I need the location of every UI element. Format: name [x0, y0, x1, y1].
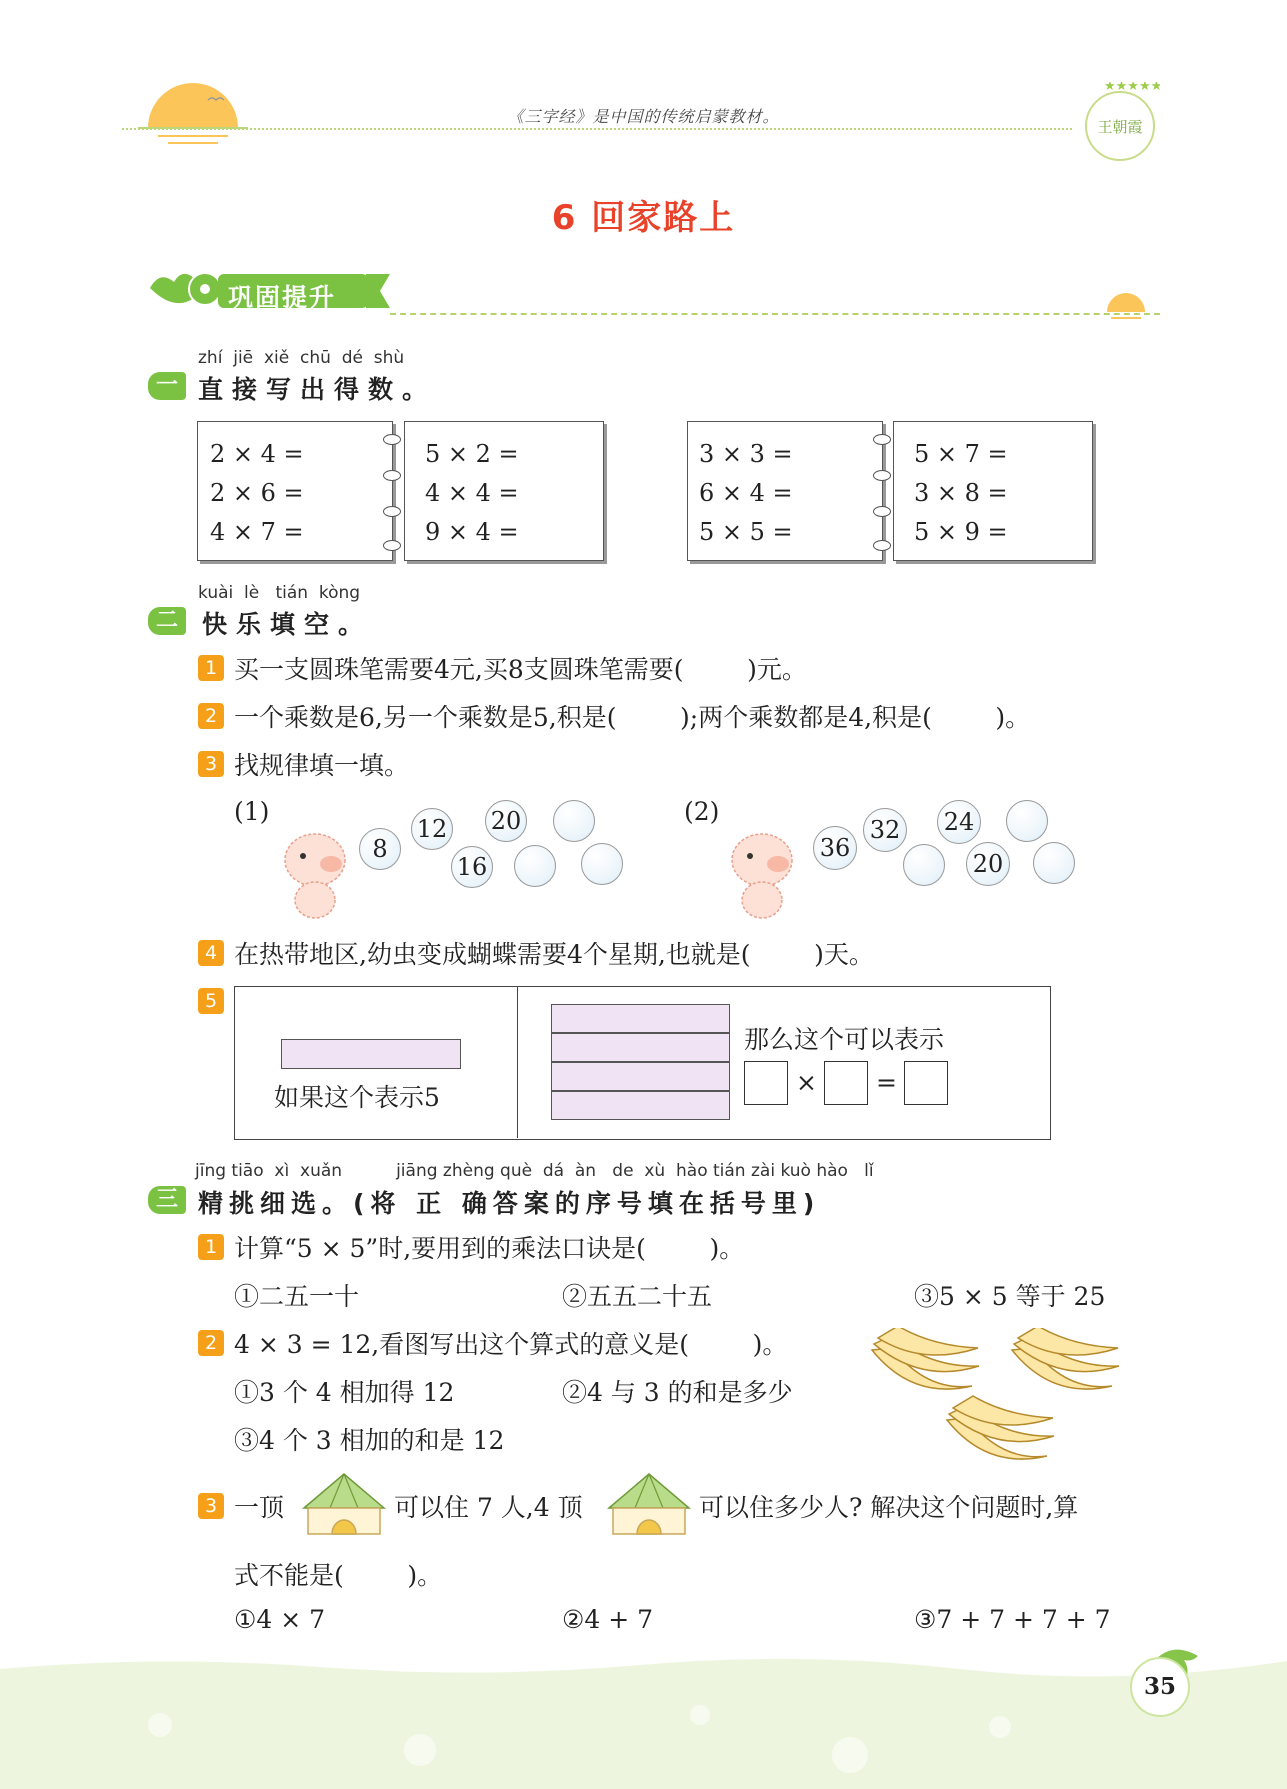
equation: 3 × 8 = — [914, 479, 1008, 507]
equation: 2 × 4 = — [210, 440, 304, 468]
part1-number-badge: 一 — [148, 372, 186, 400]
equation: 9 × 4 = — [425, 518, 519, 546]
spiral-ring — [383, 434, 401, 445]
sequence-bubble: 16 — [451, 846, 493, 888]
bar-model-divider — [517, 986, 518, 1138]
stack-bar — [551, 1004, 730, 1033]
part3-number-badge: 三 — [148, 1186, 186, 1214]
choice-question-3-part3: 可以住多少人? 解决这个问题时,算 — [699, 1493, 1079, 1522]
choice-question-2: 4 × 3 = 12,看图写出这个算式的意义是( )。 — [234, 1330, 788, 1359]
equation: 2 × 6 = — [210, 479, 304, 507]
part2-number-badge: 二 — [148, 607, 186, 635]
times-sign: × — [796, 1068, 817, 1097]
choice-question-1: 计算“5 × 5”时,要用到的乘法口诀是( )。 — [234, 1234, 745, 1263]
equation: 6 × 4 = — [699, 479, 793, 507]
option[interactable]: ②4 与 3 的和是多少 — [562, 1378, 793, 1407]
question-number: 1 — [198, 655, 224, 681]
bar-model-right-label: 那么这个可以表示 — [744, 1025, 945, 1054]
option[interactable]: ②五五二十五 — [562, 1282, 713, 1311]
choice-question-3-line2: 式不能是( )。 — [234, 1561, 443, 1590]
sequence-bubble-blank[interactable] — [514, 845, 556, 887]
stack-bar — [551, 1033, 730, 1062]
sequence-bubble: 20 — [966, 842, 1010, 886]
page-number: 35 — [1130, 1657, 1190, 1717]
spiral-ring — [873, 470, 891, 481]
answer-box[interactable] — [744, 1061, 788, 1105]
pig-mascot-icon — [275, 828, 355, 920]
fill-question-3: 找规律填一填。 — [234, 751, 410, 780]
spiral-ring — [873, 506, 891, 517]
stack-bar — [551, 1091, 730, 1120]
question-number: 1 — [198, 1234, 224, 1260]
question-number: 4 — [198, 940, 224, 966]
choice-question-3-part2: 可以住 7 人,4 顶 — [394, 1493, 583, 1522]
choice-question-3-part1: 一顶 — [234, 1493, 285, 1522]
question-number: 3 — [198, 751, 224, 777]
equation: 4 × 7 = — [210, 518, 304, 546]
header-divider — [122, 128, 1072, 130]
unit-bar — [281, 1039, 461, 1069]
question-number: 2 — [198, 703, 224, 729]
sequence-bubble-blank[interactable] — [1006, 800, 1048, 842]
question-number: 5 — [198, 988, 224, 1014]
tent-icon — [300, 1470, 388, 1538]
fill-question-2: 一个乘数是6,另一个乘数是5,积是( );两个乘数都是4,积是( )。 — [234, 703, 1031, 732]
section-divider — [390, 313, 1160, 315]
part2-pinyin: kuài lè tián kòng — [198, 583, 361, 603]
equation: 5 × 7 = — [914, 440, 1008, 468]
fill-question-1: 买一支圆珠笔需要4元,买8支圆珠笔需要( )元。 — [234, 655, 807, 684]
sequence-bubble-blank[interactable] — [903, 844, 945, 886]
sequence-bubble-blank[interactable] — [581, 843, 623, 885]
sequence-bubble-blank[interactable] — [1033, 842, 1075, 884]
part3-pinyin: jīng tiāo xì xuǎn jiāng zhèng què dá àn de xù hào tián zài kuò hào lǐ — [195, 1161, 874, 1181]
spiral-ring — [383, 470, 401, 481]
equation: 3 × 3 = — [699, 440, 793, 468]
bar-model-left-label: 如果这个表示5 — [274, 1083, 440, 1112]
sequence-bubble: 32 — [863, 808, 907, 852]
publisher-logo: ★★★★★ 王朝霞 — [1080, 82, 1160, 162]
section-tag: 巩固提升 — [228, 283, 337, 312]
small-sun-icon — [1103, 284, 1149, 324]
sequence-bubble: 8 — [359, 828, 401, 870]
tent-icon — [605, 1470, 693, 1538]
sequence-bubble: 12 — [411, 808, 453, 850]
equation: 4 × 4 = — [425, 479, 519, 507]
part3-heading: 精挑细选。(将 正 确答案的序号填在括号里) — [198, 1189, 821, 1218]
option[interactable]: ③5 × 5 等于 25 — [914, 1282, 1106, 1311]
part1-heading: 直接写出得数。 — [198, 375, 437, 404]
option[interactable]: ①二五一十 — [234, 1282, 360, 1311]
equals-sign: = — [876, 1068, 897, 1097]
sequence-bubble-blank[interactable] — [553, 800, 595, 842]
sequence-label-2: (2) — [684, 797, 720, 826]
spiral-ring — [383, 506, 401, 517]
spiral-ring — [383, 540, 401, 551]
question-number: 2 — [198, 1330, 224, 1356]
sequence-bubble: 24 — [937, 800, 981, 844]
part1-pinyin: zhí jiē xiě chū dé shù — [198, 348, 405, 368]
equation: 5 × 5 = — [699, 518, 793, 546]
spiral-ring — [873, 434, 891, 445]
answer-box[interactable] — [824, 1061, 868, 1105]
equation: 5 × 2 = — [425, 440, 519, 468]
header-quote: 《三字经》是中国的传统启蒙教材。 — [507, 107, 780, 126]
option[interactable]: ①3 个 4 相加得 12 — [234, 1378, 455, 1407]
question-number: 3 — [198, 1493, 224, 1519]
svg-text:★★★★★: ★★★★★ — [1104, 82, 1160, 94]
option[interactable]: ②4 + 7 — [562, 1605, 654, 1634]
part2-heading: 快乐填空。 — [202, 610, 373, 639]
sequence-bubble: 20 — [485, 800, 527, 842]
option[interactable]: ③7 + 7 + 7 + 7 — [914, 1605, 1111, 1634]
sequence-label-1: (1) — [234, 797, 270, 826]
stack-bar — [551, 1062, 730, 1091]
option[interactable]: ①4 × 7 — [234, 1605, 326, 1634]
spiral-ring — [873, 540, 891, 551]
fill-question-4: 在热带地区,幼虫变成蝴蝶需要4个星期,也就是( )天。 — [234, 940, 874, 969]
pig-mascot-icon — [722, 828, 802, 920]
footer-wave-decoration — [0, 1655, 1287, 1789]
option[interactable]: ③4 个 3 相加的和是 12 — [234, 1426, 505, 1455]
page-title: 6 回家路上 — [551, 198, 736, 238]
banana-bunches-icon — [862, 1328, 1122, 1473]
answer-box[interactable] — [904, 1061, 948, 1105]
equation: 5 × 9 = — [914, 518, 1008, 546]
sequence-bubble: 36 — [813, 826, 857, 870]
